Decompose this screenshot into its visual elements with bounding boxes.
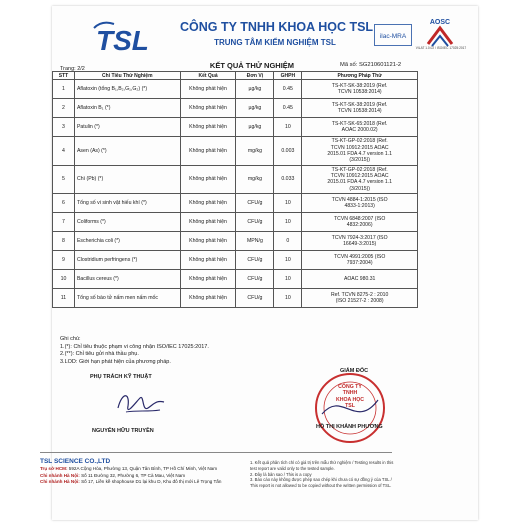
row-test: Aflatoxin (tổng B₁,B₂,G₁,G₂) (*) [74, 80, 180, 99]
row-stt: 9 [53, 251, 75, 270]
method-line: (ISO 21527-2 : 2008) [335, 298, 384, 305]
technical-manager-name: NGUYỄN HỮU TRUYỀN [92, 428, 154, 434]
header-unit: Đơn Vị [236, 72, 274, 80]
notes-heading: Ghi chú: [60, 336, 81, 342]
row-test: Escherichia coli (*) [74, 232, 180, 251]
footer-addresses [40, 458, 240, 486]
method-line: TCVN 10912:2015 AOAC [330, 173, 389, 180]
footer-note-3: 3. Báo cáo này không được phép sao chép khi chưa có sự đồng ý của TSL / This report is not allowed to be copied without the written permission of TSL. [250, 477, 392, 489]
row-result: Không phát hiện [180, 251, 236, 270]
aosc-accreditation-text: VILAT 1.0.02 / ISO/IEC 17025:2017 [415, 46, 467, 50]
row-unit: CFU/g [236, 194, 274, 213]
method-line: TCVN 4884-1:2015 (ISO [331, 196, 388, 203]
row-method [302, 80, 418, 99]
notes [60, 336, 209, 366]
row-stt: 2 [53, 99, 75, 118]
row-result: Không phát hiện [180, 165, 236, 194]
row-stt: 5 [53, 165, 75, 194]
page-number: Trang: 2/2 [60, 66, 85, 72]
row-stt: 8 [53, 232, 75, 251]
row-stt: 7 [53, 213, 75, 232]
method-line: TCVN 4991:2005 (ISO [334, 253, 386, 260]
stamp-text [320, 384, 380, 410]
table-row [53, 118, 418, 137]
stamp-line: TNHH [342, 390, 358, 397]
row-lod: 0.45 [274, 99, 302, 118]
method-line: 16649-3:2015) [343, 241, 377, 248]
table-row [53, 194, 418, 213]
footer-vp-label: Chi nhánh Hà Nội: [40, 479, 80, 484]
header-result: Kết Quả [180, 72, 236, 80]
table-row [53, 270, 418, 289]
stamp-line: CÔNG TY [338, 384, 362, 390]
logo-text: TSL [96, 25, 149, 54]
stamp-line: KHOA HỌC [335, 396, 365, 403]
method-line: 4832:2006) [346, 222, 373, 229]
row-stt: 1 [53, 80, 75, 99]
row-unit: CFU/g [236, 213, 274, 232]
method-line: 4833-1:2013) [344, 203, 375, 210]
footer-hq: 592A Cộng Hòa, Phường 13, Quận Tân Bình, TP Hồ Chí Minh, Việt Nam [68, 466, 218, 471]
row-lod: 10 [274, 270, 302, 289]
method-line: TS-KT-GP-02:2018 (Ref. [331, 166, 388, 173]
header-test: Chỉ Tiêu Thử Nghiệm [74, 72, 180, 80]
row-test: Aflatoxin B₁ (*) [74, 99, 180, 118]
header-method: Phương Pháp Thử [302, 72, 418, 80]
footer-notes [250, 460, 398, 489]
table-row [53, 251, 418, 270]
row-method [302, 289, 418, 308]
note-1: 1.(*): Chỉ tiêu thuộc phạm vi công nhận ISO/IEC 17025:2017. [60, 343, 209, 350]
footer-divider [40, 452, 392, 453]
row-unit: MPN/g [236, 232, 274, 251]
row-lod: 10 [274, 213, 302, 232]
table-row [53, 289, 418, 308]
method-line: AOAC 980.31 [343, 276, 376, 283]
row-result: Không phát hiện [180, 118, 236, 137]
row-method [302, 251, 418, 270]
tsl-logo [92, 18, 166, 54]
technical-manager-signature [112, 382, 170, 422]
row-stt: 3 [53, 118, 75, 137]
method-line: TS-KT-GP-02:2018 (Ref. [331, 138, 388, 145]
row-lod: 0 [274, 232, 302, 251]
row-stt: 11 [53, 289, 75, 308]
table-row [53, 165, 418, 194]
row-method [302, 270, 418, 289]
row-lod: 0.003 [274, 137, 302, 166]
method-line: TS-KT-SK-38:2019 (Ref. [331, 82, 388, 89]
row-method [302, 194, 418, 213]
row-unit: µg/kg [236, 99, 274, 118]
row-lod: 10 [274, 251, 302, 270]
results-table [52, 71, 418, 308]
row-result: Không phát hiện [180, 232, 236, 251]
footer-company: TSL SCIENCE CO.,LTD [40, 458, 111, 465]
method-line: TS-KT-SK-38:2019 (Ref. [331, 101, 388, 108]
header-stt: STT [53, 72, 75, 80]
row-result: Không phát hiện [180, 80, 236, 99]
row-result: Không phát hiện [180, 270, 236, 289]
row-method [302, 118, 418, 137]
note-2: 2.(**): Chỉ tiêu gửi nhà thầu phụ. [60, 351, 139, 358]
row-lod: 10 [274, 194, 302, 213]
row-test: Asen (As) (*) [74, 137, 180, 166]
row-test: Patulin (*) [74, 118, 180, 137]
stamp-line: TSL [345, 403, 355, 410]
footer-vp: Số 17, Liền kề shophouse D1 lại khu D, Khu đô thị mới Lê Trọng Tấn [81, 479, 222, 484]
method-line: (3/2015)) [349, 157, 370, 164]
ilac-mra-icon [374, 24, 412, 46]
method-line: TCVN 7924-3:2017 (ISO [331, 234, 388, 241]
method-line: TCVN 10538:2014) [337, 108, 382, 114]
row-lod: 0.45 [274, 80, 302, 99]
row-unit: µg/kg [236, 80, 274, 99]
ilac-label: ilac-MRA [379, 33, 407, 40]
note-3: 3.LOD: Giới hạn phát hiện của phương pháp. [60, 358, 171, 365]
footer-hq-label: Trụ sở HCM: [40, 466, 68, 471]
row-method [302, 232, 418, 251]
table-header-row [53, 72, 418, 80]
method-line: (3/2015)) [349, 185, 370, 192]
row-unit: mg/kg [236, 137, 274, 166]
row-method [302, 213, 418, 232]
table-row [53, 80, 418, 99]
row-result: Không phát hiện [180, 213, 236, 232]
row-stt: 4 [53, 137, 75, 166]
row-test: Coliforms (*) [74, 213, 180, 232]
company-name: CÔNG TY TNHH KHOA HỌC TSL [180, 20, 374, 34]
aosc-icon [420, 16, 460, 60]
row-unit: CFU/g [236, 289, 274, 308]
row-result: Không phát hiện [180, 99, 236, 118]
footer-note-1: 1. Kết quả phân tích chỉ có giá trị trên mẫu thử nghiệm / Testing results in this test report are valid only to the tested sample. [250, 460, 394, 471]
row-unit: µg/kg [236, 118, 274, 137]
row-unit: CFU/g [236, 270, 274, 289]
table-row [53, 99, 418, 118]
row-method [302, 165, 418, 194]
table-row [53, 137, 418, 166]
center-name: TRUNG TÂM KIỂM NGHIỆM TSL [214, 38, 336, 47]
row-test: Tổng số bào tử nấm men nấm mốc [74, 289, 180, 308]
row-test: Tổng số vi sinh vật hiếu khí (*) [74, 194, 180, 213]
method-line: 7937:2004) [346, 260, 373, 267]
row-lod: 10 [274, 289, 302, 308]
table-row [53, 213, 418, 232]
row-stt: 10 [53, 270, 75, 289]
method-line: Ref. TCVN 8275-2 : 2010 [330, 291, 389, 298]
method-line: TS-KT-SK-65:2018 (Ref. [331, 120, 388, 127]
row-result: Không phát hiện [180, 194, 236, 213]
row-test: Clostridium perfringens (*) [74, 251, 180, 270]
method-line: 2015.01 FDA 4.7 version 1.1 [327, 150, 392, 157]
method-line: TCVN 10538:2014) [337, 89, 382, 95]
director-name: HỒ THỊ KHÁNH PHƯƠNG [316, 424, 383, 430]
aosc-label: AOSC [429, 19, 451, 26]
row-unit: CFU/g [236, 251, 274, 270]
footer-hn: Số 11 Đường 32, Phường 6, TP Cà Mau, Việt Nam [81, 472, 186, 478]
method-line: TCVN 10912:2015 AOAC [330, 144, 389, 151]
report-title: KẾT QUẢ THỬ NGHIỆM [209, 61, 295, 70]
row-unit: mg/kg [236, 165, 274, 194]
row-lod: 10 [274, 118, 302, 137]
row-test: Bacillus cereus (*) [74, 270, 180, 289]
row-lod: 0.033 [274, 165, 302, 194]
method-line: TCVN 6848:2007 (ISO [334, 215, 386, 222]
row-result: Không phát hiện [180, 137, 236, 166]
sample-number: Mã số: SG210601121-2 [340, 62, 402, 68]
footer-note-2: 2. Đây là bản sao / This is a copy [250, 471, 312, 477]
row-test: Chì (Pb) (*) [74, 165, 180, 194]
table-row [53, 232, 418, 251]
method-line: AOAC 2000.02) [341, 127, 378, 133]
header-lod: GHPH [274, 72, 302, 80]
footer-hn-label: Chi nhánh Hà Nội: [40, 472, 80, 478]
row-result: Không phát hiện [180, 289, 236, 308]
row-method [302, 137, 418, 166]
method-line: 2015.01 FDA 4.7 version 1.1 [327, 179, 392, 186]
technical-manager-label: PHỤ TRÁCH KỸ THUẬT [90, 374, 152, 380]
row-method [302, 99, 418, 118]
director-label: GIÁM ĐỐC [340, 368, 369, 374]
row-stt: 6 [53, 194, 75, 213]
